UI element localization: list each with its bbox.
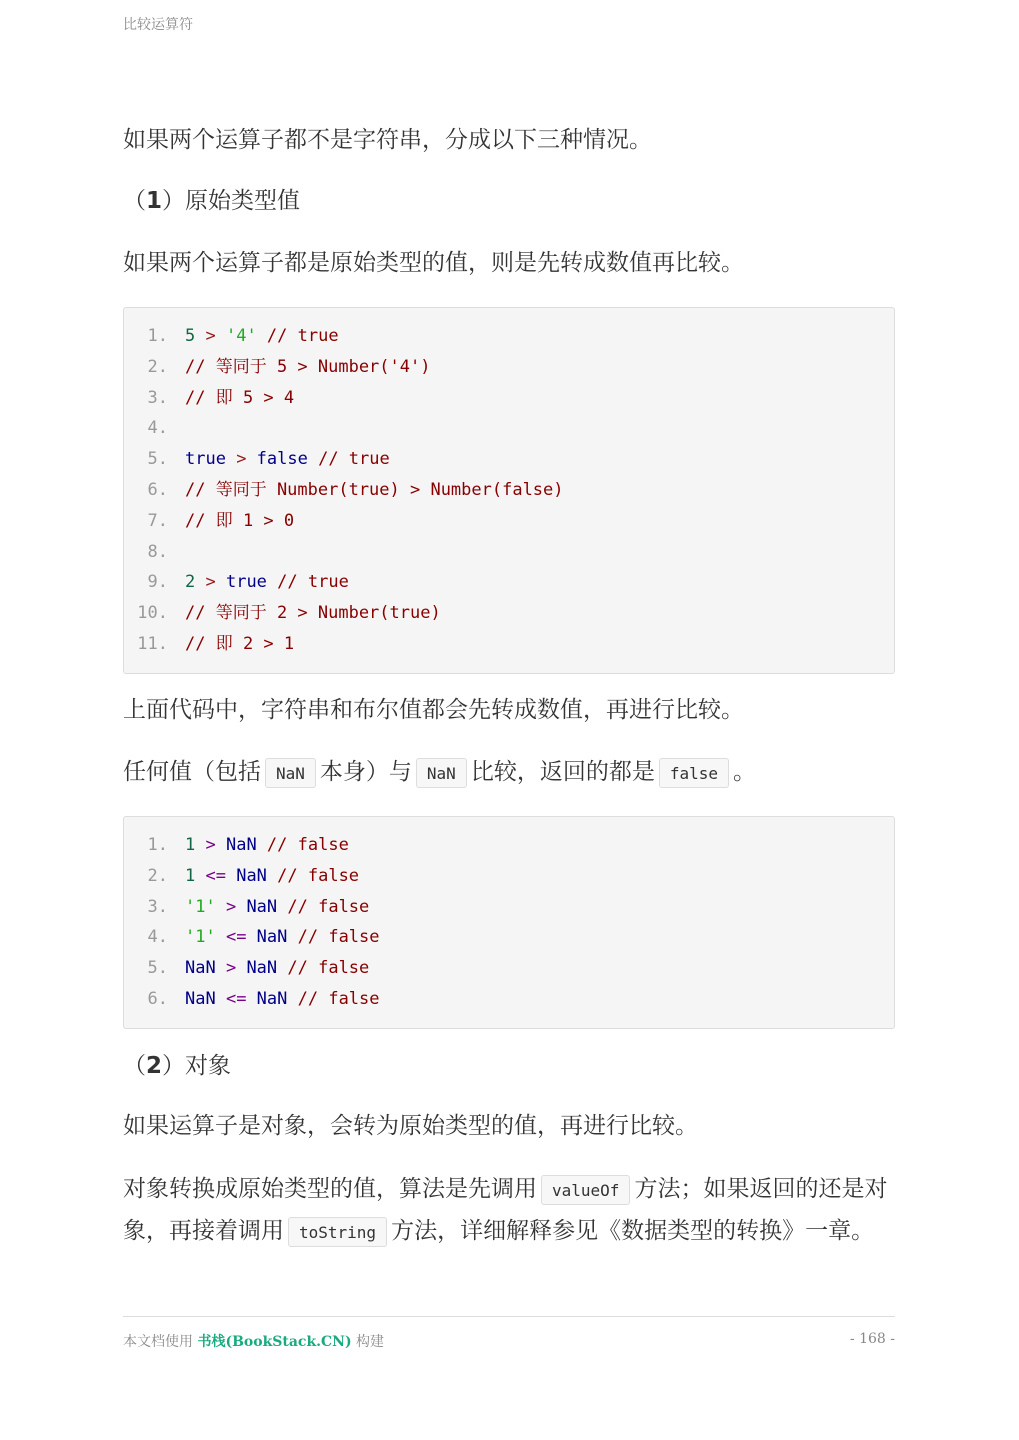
code-line: [124, 598, 894, 629]
code-line: [124, 321, 894, 352]
text-segment: 对象转换成原始类型的值，算法是先调用: [123, 1176, 537, 1202]
line-number: 6.: [147, 988, 168, 1009]
line-number: 5.: [147, 449, 168, 470]
inline-code-tostring: toString: [288, 1217, 387, 1247]
page-number: - 168 -: [849, 1331, 895, 1347]
code-token-comment: // true: [266, 572, 349, 593]
code-token-comment: // false: [266, 865, 360, 886]
heading-open-paren: （: [123, 188, 146, 214]
code-token-string: '4': [225, 326, 257, 346]
code-token-number: 5: [185, 326, 196, 346]
line-number: 10.: [137, 603, 168, 624]
code-line: [124, 830, 894, 861]
line-number: 3.: [147, 387, 168, 408]
footer-suffix: 构建: [351, 1334, 385, 1350]
code-token-keyword: NaN: [236, 865, 267, 886]
line-number: 2.: [147, 865, 168, 886]
code-token-string: '1': [185, 927, 216, 948]
code-token-number: 2: [185, 572, 196, 593]
code-token-keyword: true: [225, 572, 267, 593]
code-block-nan: [123, 816, 895, 1029]
code-token-comment: // 等同于 Number(true) > Number(false): [185, 479, 564, 500]
heading-text: ）原始类型值: [162, 188, 301, 214]
code-token-keyword: NaN: [246, 896, 278, 917]
code-line: [124, 352, 894, 383]
inline-code-nan: NaN: [265, 758, 316, 788]
line-number: 4.: [147, 927, 168, 948]
code-token-keyword: NaN: [225, 835, 257, 855]
paragraph-intro: 如果两个运算子都不是字符串，分成以下三种情况。: [123, 127, 652, 153]
heading-number: 1: [146, 188, 163, 214]
footer-credit: [123, 1331, 384, 1351]
code-token-operator: >: [225, 449, 257, 470]
code-line: [124, 444, 894, 475]
code-token-comment: // false: [277, 958, 370, 979]
heading-primitive-values: [123, 180, 895, 222]
code-token-operator: >: [215, 958, 247, 979]
paragraph-object-conversion: [123, 1168, 895, 1252]
line-number: 6.: [147, 479, 168, 500]
inline-code-false: false: [659, 758, 729, 788]
line-number: 2.: [147, 356, 168, 377]
footer-brand-link[interactable]: 书栈(BookStack.CN): [197, 1334, 352, 1350]
code-token-operator: <=: [215, 988, 257, 1009]
paragraph-primitive-compare: 如果两个运算子都是原始类型的值，则是先转成数值再比较。: [123, 250, 744, 276]
code-token-comment: // 等同于 2 > Number(true): [185, 603, 441, 624]
text-segment: 本身）与: [319, 759, 412, 785]
code-token-keyword: NaN: [246, 958, 278, 979]
code-block-primitive: [123, 307, 895, 674]
code-token-operator: >: [195, 572, 226, 593]
code-line: [124, 922, 894, 953]
line-number: 3.: [147, 896, 168, 917]
paragraph-code-explanation: 上面代码中，字符串和布尔值都会先转成数值，再进行比较。: [123, 697, 744, 723]
code-line: [124, 475, 894, 506]
code-line: [124, 506, 894, 537]
running-header: 比较运算符: [123, 17, 193, 33]
code-token-comment: // false: [256, 835, 349, 855]
heading-open-paren: （: [123, 1053, 146, 1079]
code-token-keyword: true: [185, 449, 226, 470]
code-token-operator: >: [215, 896, 247, 917]
line-number: 11.: [137, 633, 168, 654]
code-token-comment: // 等同于 5 > Number('4'): [185, 356, 431, 377]
line-number: 1.: [147, 326, 168, 346]
line-number: 4.: [147, 418, 168, 439]
code-line: [124, 537, 894, 568]
code-token-comment: // 即 2 > 1: [185, 633, 295, 654]
code-token-keyword: NaN: [256, 927, 288, 948]
code-line: [124, 861, 894, 892]
code-token-comment: // false: [277, 896, 370, 917]
code-line: [124, 984, 894, 1015]
code-token-comment: // true: [256, 326, 339, 346]
code-line: [124, 567, 894, 598]
code-token-operator: <=: [215, 927, 257, 948]
code-line: [124, 413, 894, 444]
code-token-keyword: NaN: [185, 958, 216, 979]
footer-prefix: 本文档使用: [123, 1334, 198, 1350]
inline-code-nan: NaN: [416, 758, 467, 788]
text-segment: 方法；如果返回的还是对象，再接着调用: [123, 1176, 888, 1244]
code-token-operator: <=: [195, 865, 237, 886]
footer-divider: [123, 1316, 895, 1317]
text-segment: 。: [732, 759, 756, 785]
code-line: [124, 892, 894, 923]
line-number: 1.: [147, 835, 168, 855]
code-token-keyword: NaN: [256, 988, 288, 1009]
heading-objects: [123, 1045, 895, 1087]
code-token-comment: // 即 5 > 4: [185, 387, 295, 408]
code-token-operator: >: [195, 835, 226, 855]
code-line: [124, 383, 894, 414]
text-segment: 比较，返回的都是: [470, 759, 655, 785]
code-token-comment: // 即 1 > 0: [185, 510, 295, 531]
line-number: 8.: [147, 541, 168, 562]
code-token-keyword: NaN: [185, 988, 216, 1009]
code-token-number: 1: [185, 865, 196, 886]
heading-text: ）对象: [162, 1053, 232, 1079]
heading-number: 2: [146, 1053, 163, 1079]
line-number: 7.: [147, 510, 168, 531]
code-token-comment: // false: [287, 927, 380, 948]
paragraph-nan-compare: [123, 751, 895, 793]
line-number: 5.: [147, 958, 168, 979]
line-number: 9.: [147, 572, 168, 593]
paragraph-object-compare: 如果运算子是对象，会转为原始类型的值，再进行比较。: [123, 1113, 698, 1139]
code-line: [124, 953, 894, 984]
code-token-number: 1: [185, 835, 196, 855]
text-segment: 方法，详细解释参见《数据类型的转换》一章。: [391, 1218, 875, 1244]
code-token-operator: >: [195, 326, 226, 346]
code-token-string: '1': [185, 896, 216, 917]
code-line: [124, 629, 894, 660]
code-token-comment: // true: [307, 449, 390, 470]
code-token-keyword: false: [256, 449, 308, 470]
text-segment: 任何值（包括: [123, 759, 261, 785]
inline-code-valueof: valueOf: [541, 1175, 630, 1205]
code-token-comment: // false: [287, 988, 380, 1009]
